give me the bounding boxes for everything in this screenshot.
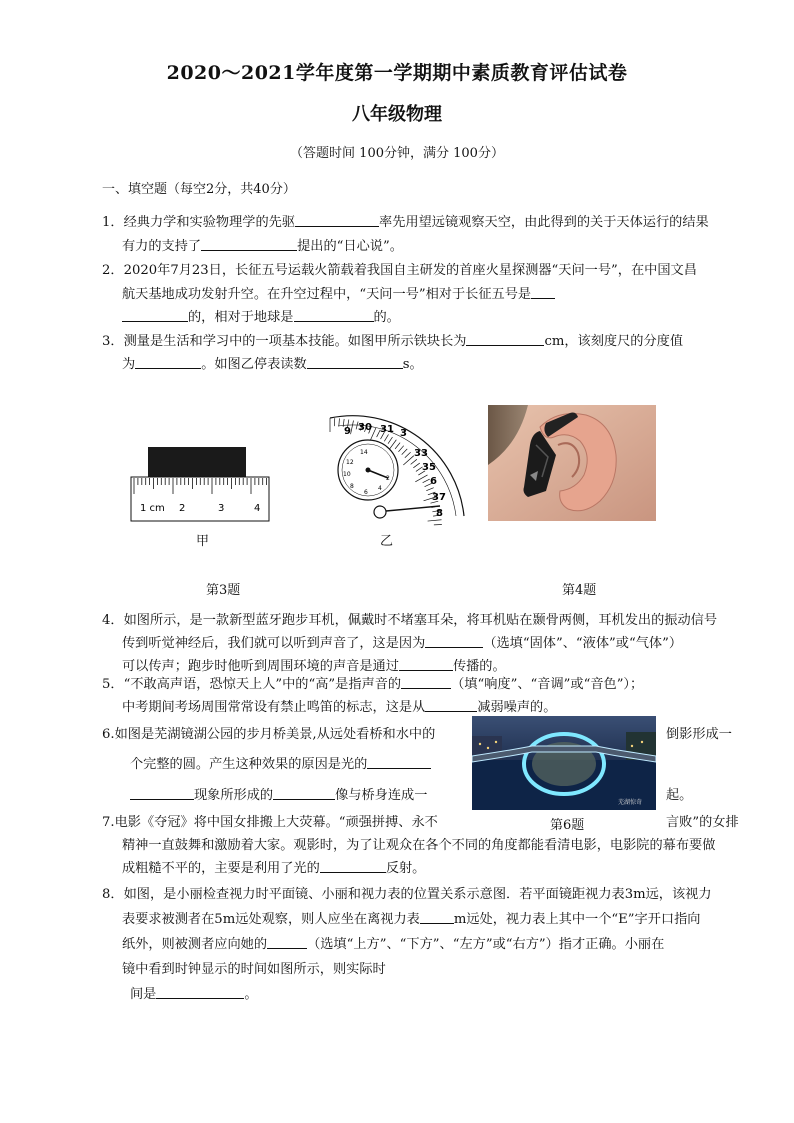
section-heading: 一、填空题（每空2分，共40分）: [102, 182, 296, 197]
answer-blank[interactable]: [367, 754, 431, 769]
answer-blank[interactable]: [135, 354, 201, 369]
answer-blank[interactable]: [156, 984, 244, 999]
iron-block: [148, 447, 246, 479]
question-6-line-2: 个完整的圆。产生这种效果的原因是光的: [130, 753, 431, 777]
dial-label: 33: [414, 448, 428, 459]
stopwatch-tick: [405, 452, 411, 458]
page-title: 2020～2021学年度第一学期期中素质教育评估试卷: [166, 62, 628, 84]
question-7-line-2: 精神一直鼓舞和激励着大家。观影时，为了让观众在各个不同的角度都能看清电影，电影院的幕布要做: [122, 838, 716, 853]
answer-blank[interactable]: [295, 212, 379, 227]
question-8-line-3: 纸外，则被测者应向她的 （选填“上方”、“下方”、“左方”或“右方”）指才正确。小丽在: [122, 933, 664, 957]
question-2-line-2: 航天基地成功发射升空。在升空过程中，“天问一号”相对于长征五号是: [122, 283, 555, 307]
stopwatch-tick: [411, 459, 417, 464]
question-2-line-3: 的，相对于地球是 的。: [122, 306, 400, 330]
question-7-line-3: 成粗糙不平的，主要是利用了光的 反射。: [122, 857, 425, 881]
dial-label: 2: [386, 475, 390, 482]
answer-blank[interactable]: [425, 697, 477, 712]
dial-label: 37: [432, 492, 446, 503]
page-subtitle: 八年级物理: [352, 104, 442, 125]
dial-label: 35: [422, 462, 436, 473]
second-hand: [386, 506, 440, 511]
stopwatch-tick: [384, 434, 388, 441]
dial-label: 4: [378, 485, 382, 492]
stopwatch-tick: [428, 520, 442, 521]
bridge-photo: [472, 716, 656, 810]
answer-blank[interactable]: [267, 934, 307, 949]
stopwatch-tick: [388, 437, 392, 444]
question-8-line-4: 镜中看到时钟显示的时间如图所示，则实际时: [122, 962, 386, 977]
answer-blank[interactable]: [420, 909, 454, 924]
question-5-line-2: 中考期间考场周围常常设有禁止鸣笛的标志，这是从 减弱噪声的。: [122, 696, 556, 720]
question-6-line-3-end: 起。: [666, 788, 693, 803]
stopwatch-tick: [351, 420, 354, 434]
ruler-label: 2: [179, 503, 186, 514]
answer-blank[interactable]: [294, 307, 374, 322]
dial-label: 6: [430, 476, 437, 487]
question-8-line-5: 间是 。: [130, 983, 258, 1007]
dial-label: 14: [360, 449, 368, 456]
answer-blank[interactable]: [307, 354, 403, 369]
question-6-line-1: 6.如图是芜湖镜湖公园的步月桥美景,从远处看桥和水中的: [102, 727, 436, 742]
stopwatch-tick: [415, 475, 427, 482]
stopwatch-tick: [426, 488, 433, 491]
stopwatch-tick: [403, 456, 413, 465]
question-1-line-1: 1．经典力学和实验物理学的先驱 率先用望远镜观察天空，由此得到的关于天体运行的结果: [102, 211, 709, 235]
stopwatch-tick: [402, 449, 408, 455]
answer-blank[interactable]: [466, 331, 544, 346]
photo-watermark: 芜湖惊奇: [618, 799, 643, 806]
dial-label: 30: [358, 422, 372, 433]
answer-blank[interactable]: [399, 656, 453, 671]
ruler-figure: [130, 445, 272, 525]
figure-caption-yi: 乙: [380, 534, 394, 549]
dial-center: [366, 468, 371, 473]
stopwatch-tick: [398, 446, 403, 452]
answer-blank[interactable]: [425, 633, 483, 648]
question-7-line-1: 7.电影《夺冠》将中国女排搬上大荧幕。“顽强拼搏、永不: [102, 815, 438, 830]
ear-earphone-photo: [488, 405, 656, 521]
dial-label: 10: [343, 471, 351, 478]
figure-caption-4: 第4题: [562, 583, 597, 598]
question-6-line-3: 现象所形成的 像与桥身连成一: [130, 784, 427, 808]
ruler-label: 4: [254, 503, 261, 514]
stopwatch-tick: [423, 479, 430, 483]
dial-label: 31: [380, 424, 394, 435]
dial-label: 8: [436, 508, 443, 519]
question-3-line-2: 为 。如图乙停表读数 s。: [122, 353, 423, 377]
ruler-label: 3: [218, 503, 225, 514]
question-8-line-1: 8．如图，是小丽检查视力时平面镜、小丽和视力表的位置关系示意图．若平面镜距视力表3m远，该视力: [102, 887, 712, 902]
figure-caption-3: 第3题: [206, 583, 241, 598]
question-7-line-1-end: 言败”的女排: [666, 815, 739, 830]
exam-note: （答题时间 100分钟，满分 100分）: [290, 146, 504, 161]
dial-label: 6: [364, 489, 368, 496]
answer-blank[interactable]: [531, 284, 555, 299]
stopwatch-tick: [339, 418, 340, 426]
question-4-line-2: 传到听觉神经后，我们就可以听到声音了，这是因为 （选填“固体”、“液体”或“气体”）: [122, 632, 682, 656]
answer-blank[interactable]: [401, 674, 451, 689]
question-4-line-1: 4．如图所示，是一款新型蓝牙跑步耳机，佩戴时不堵塞耳朵，将耳机贴在颞骨两侧，耳机发出的振动信号: [102, 613, 718, 628]
answer-blank[interactable]: [201, 236, 297, 251]
dial-label: 8: [350, 483, 354, 490]
dial-label: 9: [344, 426, 351, 437]
question-5-line-1: 5．“不敢高声语，恐惊天上人”中的“高”是指声音的 （填“响度”、“音调”或“音色”）；: [102, 673, 643, 697]
figure-caption-6: 第6题: [550, 818, 585, 833]
dial-label: 12: [346, 459, 354, 466]
answer-blank[interactable]: [122, 307, 188, 322]
question-2-line-1: 2．2020年7月23日，长征五号运载火箭载着我国自主研发的首座火星探测器“天问一号”，在中国文昌: [102, 263, 697, 278]
second-hand-pivot: [374, 506, 386, 518]
figure-caption-jia: 甲: [196, 534, 210, 549]
stopwatch-tick: [395, 443, 400, 449]
question-4-line-3: 可以传声；跑步时他听到周围环境的声音是通过 传播的。: [122, 655, 506, 679]
question-8-line-2: 表要求被测者在5m远处观察，则人应坐在离视力表 m远处，视力表上其中一个“E”字开口指向: [122, 908, 700, 932]
answer-blank[interactable]: [320, 858, 386, 873]
stopwatch-tick: [413, 463, 419, 468]
answer-blank[interactable]: [130, 785, 194, 800]
question-3-line-1: 3．测量是生活和学习中的一项基本技能。如图甲所示铁块长为 cm，该刻度尺的分度值: [102, 330, 683, 354]
question-6-line-1-end: 倒影形成一: [666, 727, 732, 742]
ruler-label: 1 cm: [140, 503, 165, 514]
stopwatch-figure: [322, 408, 472, 526]
question-1-line-2: 有力的支持了 提出的“日心说”。: [122, 235, 403, 259]
dial-label: 3: [400, 428, 407, 439]
answer-blank[interactable]: [273, 785, 335, 800]
